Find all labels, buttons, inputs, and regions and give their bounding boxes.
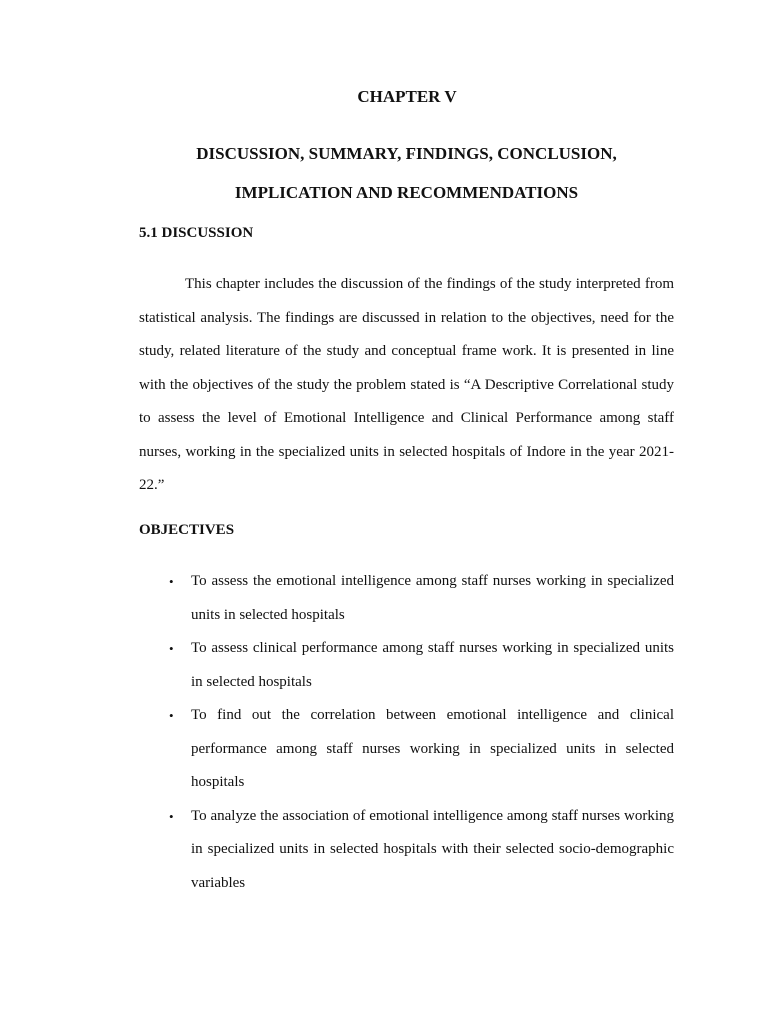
chapter-heading <box>139 134 674 212</box>
discussion-paragraph: This chapter includes the discussion of the findings of the study interpreted from statistical analysis. The findings are discussed in relation to the objectives, need for the study, related literature of the study and conceptual frame work. It is presented in line with the objectives of the study the problem stated is “A Descriptive Correlational study to assess the level of Emotional Intelligence and Clinical Performance among staff nurses, working in the specialized units in selected hospitals of Indore in the year 2021-22.” <box>139 276 674 493</box>
objective-item-2 <box>139 632 674 699</box>
objective-text: To analyze the association of emotional intelligence among staff nurses working in specialized units in selected hospitals with their selected socio-demographic variables <box>191 807 674 891</box>
objective-item-3 <box>139 699 674 800</box>
objectives-list <box>139 565 674 900</box>
bullet-icon: • <box>169 574 174 589</box>
bullet-icon: • <box>169 808 174 824</box>
objective-item-4 <box>139 800 674 901</box>
objective-item-1 <box>139 565 674 632</box>
objective-text: To assess the emotional intelligence among staff nurses working in specialized units in selected hospitals <box>191 573 674 623</box>
discussion-heading: 5.1 DISCUSSION <box>139 225 254 241</box>
bullet-icon: • <box>169 641 174 656</box>
bullet-icon: • <box>169 708 174 723</box>
objective-text: To find out the correlation between emotional intelligence and clinical performance among staff nurses working in specialized units in selected hospitals <box>191 707 674 790</box>
objective-text: To assess clinical performance among staff nurses working in specialized units in selected hospitals <box>191 640 674 690</box>
objectives-heading: OBJECTIVES <box>139 522 235 538</box>
chapter-heading-line-1: DISCUSSION, SUMMARY, FINDINGS, CONCLUSION, <box>196 144 617 163</box>
chapter-title: CHAPTER V <box>357 87 457 106</box>
chapter-heading-line-2: IMPLICATION AND RECOMMENDATIONS <box>234 183 579 202</box>
